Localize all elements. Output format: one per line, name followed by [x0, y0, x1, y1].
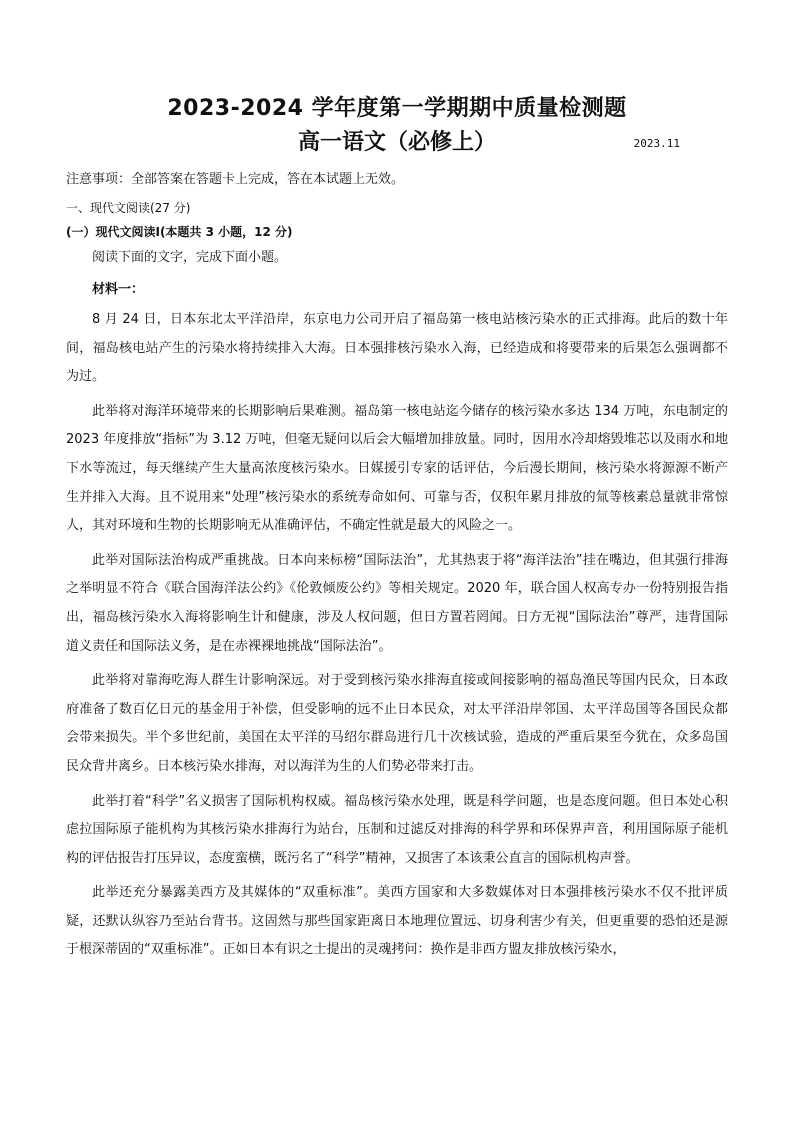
paragraph-3: 此举对国际法治构成严重挑战。日本向来标榜“国际法治”，尤其热衷于将“海洋法治”挂在嘴边，但其强行排海之举明显不符合《联合国海洋法公约》《伦敦倾废公约》等相关规定。2020 年，联合国人权高专办一份特别报告指出，福岛核污染水入海将影响生计和健康，涉及人权问题，但日方置若罔闻。日方无视“国际法治”尊严，违背国际道义责任和国际法义务，是在赤裸裸地挑战“国际法治”。 [66, 552, 728, 654]
subsection-heading: (一）现代文阅读Ⅰ(本题共 3 小题，12 分) [66, 225, 293, 239]
exam-subtitle: 高一语文（必修上） [297, 130, 496, 155]
paragraph-5: 此举打着“科学”名义损害了国际机构权威。福岛核污染水处理，既是科学问题，也是态度问题。但日本处心积虑拉国际原子能机构为其核污染水排海行为站台，压制和过滤反对排海的科学界和环保界声音，利用国际原子能机构的评估报告打压异议，态度蛮横，既污名了“科学”精神，又损害了本该秉公直言的国际机构声誉。 [66, 793, 728, 866]
paragraph-4: 此举将对靠海吃海人群生计影响深远。对于受到核污染水排海直接或间接影响的福岛渔民等国内民众，日本政府准备了数百亿日元的基金用于补偿，但受影响的远不止日本民众，对太平洋沿岸邻国、太平洋岛国等各国民众都会带来损失。半个多世纪前，美国在太平洋的马绍尔群岛进行几十次核试验，造成的严重后果至今犹在，众多岛国民众背井离乡。日本核污染水排海，对以海洋为生的人们势必带来打击。 [66, 673, 728, 774]
subtitle-row [66, 126, 728, 160]
notice-text: 注意事项：全部答案在答题卡上完成，答在本试题上无效。 [66, 172, 405, 187]
exam-title: 2023-2024 学年度第一学期期中质量检测题 [167, 96, 627, 121]
paragraph-6: 此举还充分暴露美西方及其媒体的“双重标准”。美西方国家和大多数媒体对日本强排核污染水不仅不批评质疑，还默认纵容乃至站台背书。这固然与那些国家距离日本地理位置远、切身利害少有关，但更重要的恐怕还是源于根深蒂固的“双重标准”。正如日本有识之士提出的灵魂拷问：换作是非西方盟友排放核污染水， [66, 885, 728, 958]
paragraph-1: 8 月 24 日，日本东北太平洋沿岸，东京电力公司开启了福岛第一核电站核污染水的正式排海。此后的数十年间，福岛核电站产生的污染水将持续排入大海。日本强排核污染水入海，已经造成和将要带来的后果怎么强调都不为过。 [66, 312, 728, 385]
exam-date: 2023.11 [633, 137, 680, 150]
reading-instruction: 阅读下面的文字，完成下面小题。 [92, 250, 288, 265]
section-heading: 一、现代文阅读(27 分) [66, 201, 191, 215]
paragraph-2: 此举将对海洋环境带来的长期影响后果难测。福岛第一核电站迄今储存的核污染水多达 134 万吨，东电制定的 2023 年度排放“指标”为 3.12 万吨，但毫无疑问以后会大幅增加排放量。同时，因用水冷却熔毁堆芯以及雨水和地下水等流过，每天继续产生大量高浓度核污染水。日媒援引专家的话评估，今后漫长期间，核污染水将源源不断产生并排入大海。且不说用来“处理”核污染水的系统寿命如何、可靠与否，仅积年累月排放的氚等核素总量就非常惊人，其对环境和生物的长期影响无从准确评估，不确定性就是最大的风险之一。 [66, 403, 728, 534]
material-label: 材料一： [92, 282, 145, 297]
